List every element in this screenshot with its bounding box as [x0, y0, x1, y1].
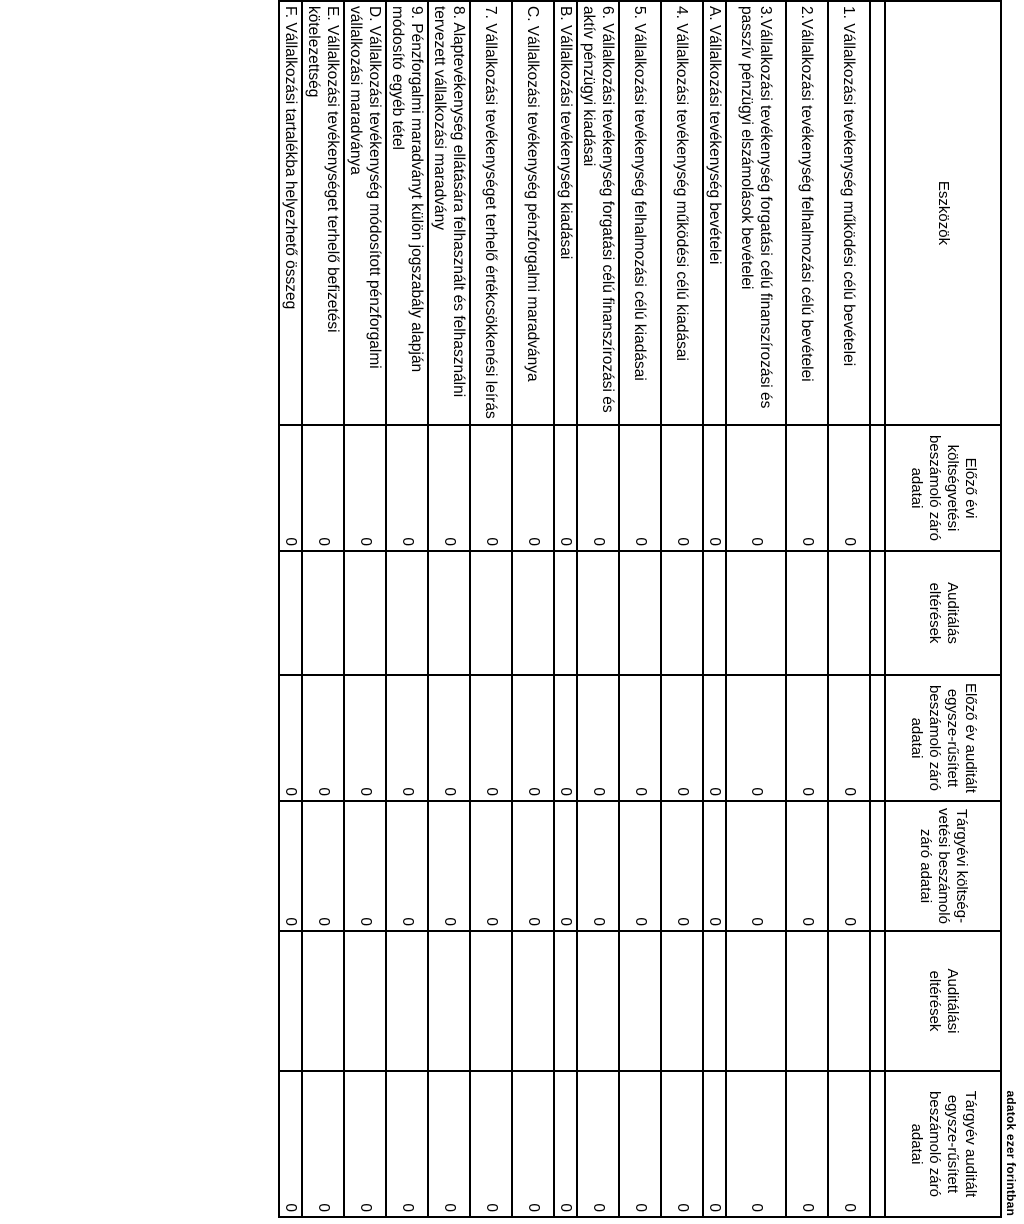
row-label: F. Vállalkozási tartalékba helyezhető összeg — [279, 1, 302, 425]
cell-value: 0 — [470, 675, 512, 801]
cell-value: 0 — [386, 1071, 428, 1217]
cell-value: 0 — [512, 675, 554, 801]
table-row — [554, 1, 577, 1217]
cell-value — [302, 551, 344, 675]
header-col3: Előző év auditált egysze-rűsített beszámoló záró adatai — [885, 675, 1001, 801]
cell-value: 0 — [470, 425, 512, 551]
cell-value: 0 — [512, 425, 554, 551]
cell-value — [577, 551, 619, 675]
row-label: 3.Vállalkozási tevékenység forgatási célú finanszírozási és passzív pénzügyi elszámolások bevételei — [726, 1, 786, 425]
cell-value: 0 — [279, 675, 302, 801]
cell-value: 0 — [619, 801, 661, 931]
cell-value: 0 — [302, 1071, 344, 1217]
cell-value — [470, 931, 512, 1071]
row-label: B. Vállalkozási tevékenység kiadásai — [554, 1, 577, 425]
balance-table — [278, 0, 1002, 1218]
cell-value: 0 — [279, 801, 302, 931]
table-row — [726, 1, 786, 1217]
cell-value — [554, 931, 577, 1071]
cell-value: 0 — [554, 1071, 577, 1217]
cell-value: 0 — [661, 675, 703, 801]
cell-value: 0 — [302, 675, 344, 801]
header-description: Eszközök — [885, 1, 1001, 425]
cell-value: 0 — [577, 1071, 619, 1217]
table-row — [428, 1, 470, 1217]
row-label: 2.Vállalkozási tevékenység felhalmozási célú bevételei — [786, 1, 828, 425]
cell-value — [279, 931, 302, 1071]
cell-value: 0 — [554, 425, 577, 551]
header-col1: Előző évi költségvetési beszámoló záró adatai — [885, 425, 1001, 551]
cell-value: 0 — [786, 801, 828, 931]
header-col4: Tárgyévi költség-vetési beszámoló záró adatai — [885, 801, 1001, 931]
cell-value: 0 — [661, 425, 703, 551]
row-label: D. Vállalkozási tevékenység módosított pénzforgalmi vállalkozási maradványa — [344, 1, 386, 425]
table-row — [344, 1, 386, 1217]
cell-value: 0 — [726, 801, 786, 931]
row-label: 4. Vállalkozási tevékenység működési célú kiadásai — [661, 1, 703, 425]
table-row — [577, 1, 619, 1217]
cell-value — [279, 551, 302, 675]
cell-value: 0 — [279, 425, 302, 551]
cell-value: 0 — [428, 801, 470, 931]
row-label: 6. Vállalkozási tevékenység forgatási célú finanszírozási és aktív pénzügyi kiadásai — [577, 1, 619, 425]
row-label: 8. Alaptevékenység ellátására felhasznált és felhasználni tervezett vállalkozási maradvány — [428, 1, 470, 425]
header-col6: Tárgyév auditált egysze-rűsített beszámoló záró adatai — [885, 1071, 1001, 1217]
cell-value — [302, 931, 344, 1071]
cell-value: 0 — [703, 675, 726, 801]
cell-value: 0 — [786, 1071, 828, 1217]
cell-value — [726, 931, 786, 1071]
cell-value: 0 — [302, 801, 344, 931]
cell-value — [726, 551, 786, 675]
cell-value — [554, 551, 577, 675]
cell-value: 0 — [344, 801, 386, 931]
header-row — [885, 1, 1001, 1217]
cell-value: 0 — [386, 675, 428, 801]
cell-value: 0 — [828, 801, 870, 931]
cell-value: 0 — [703, 425, 726, 551]
cell-value: 0 — [619, 425, 661, 551]
cell-value: 0 — [726, 425, 786, 551]
cell-value: 0 — [726, 1071, 786, 1217]
cell-value: 0 — [577, 675, 619, 801]
cell-value — [619, 931, 661, 1071]
spacer-row — [870, 1, 885, 1217]
cell-value — [828, 551, 870, 675]
cell-value — [703, 931, 726, 1071]
cell-value — [386, 551, 428, 675]
cell-value — [786, 931, 828, 1071]
cell-value: 0 — [428, 1071, 470, 1217]
cell-value: 0 — [828, 425, 870, 551]
table-row — [786, 1, 828, 1217]
cell-value — [786, 551, 828, 675]
cell-value: 0 — [386, 425, 428, 551]
cell-value: 0 — [661, 801, 703, 931]
cell-value: 0 — [786, 425, 828, 551]
cell-value — [344, 931, 386, 1071]
cell-value — [661, 551, 703, 675]
cell-value — [428, 931, 470, 1071]
cell-value: 0 — [386, 801, 428, 931]
table-row — [661, 1, 703, 1217]
cell-value — [512, 551, 554, 675]
cell-value: 0 — [619, 675, 661, 801]
cell-value: 0 — [554, 801, 577, 931]
cell-value: 0 — [344, 425, 386, 551]
cell-value — [386, 931, 428, 1071]
cell-value: 0 — [512, 1071, 554, 1217]
row-label: 1. Vállalkozási tevékenység működési célú bevételei — [828, 1, 870, 425]
row-label: E. Vállalkozási tevékenységet terhelő befizetési kötelezettség — [302, 1, 344, 425]
cell-value: 0 — [279, 1071, 302, 1217]
cell-value — [619, 551, 661, 675]
cell-value — [577, 931, 619, 1071]
cell-value: 0 — [703, 801, 726, 931]
cell-value — [470, 551, 512, 675]
cell-value: 0 — [726, 675, 786, 801]
cell-value — [428, 551, 470, 675]
cell-value — [344, 551, 386, 675]
header-col5: Auditálási eltérések — [885, 931, 1001, 1071]
cell-value: 0 — [470, 801, 512, 931]
unit-note: adatok ezer forintban — [1004, 1090, 1018, 1216]
header-col2: Auditálás eltérések — [885, 551, 1001, 675]
table-row — [302, 1, 344, 1217]
table-row — [828, 1, 870, 1217]
cell-value: 0 — [428, 675, 470, 801]
table-row — [619, 1, 661, 1217]
row-label: A. Vállalkozási tevékenység bevételei — [703, 1, 726, 425]
cell-value: 0 — [512, 801, 554, 931]
cell-value: 0 — [828, 675, 870, 801]
cell-value — [828, 931, 870, 1071]
cell-value: 0 — [619, 1071, 661, 1217]
cell-value: 0 — [344, 675, 386, 801]
cell-value: 0 — [786, 675, 828, 801]
cell-value: 0 — [554, 675, 577, 801]
row-label: C. Vállalkozási tevékenység pénzforgalmi maradványa — [512, 1, 554, 425]
table-row — [470, 1, 512, 1217]
cell-value — [512, 931, 554, 1071]
row-label: 7. Vállalkozási tevékenységet terhelő értékcsökkenési leírás — [470, 1, 512, 425]
cell-value: 0 — [428, 425, 470, 551]
cell-value: 0 — [302, 425, 344, 551]
cell-value: 0 — [344, 1071, 386, 1217]
table-row — [512, 1, 554, 1217]
table-row — [386, 1, 428, 1217]
table-row — [279, 1, 302, 1217]
table-row — [703, 1, 726, 1217]
cell-value: 0 — [577, 801, 619, 931]
cell-value — [661, 931, 703, 1071]
cell-value: 0 — [470, 1071, 512, 1217]
row-label: 5. Vállalkozási tevékenység felhalmozási célú kiadásai — [619, 1, 661, 425]
cell-value: 0 — [828, 1071, 870, 1217]
cell-value: 0 — [703, 1071, 726, 1217]
cell-value: 0 — [661, 1071, 703, 1217]
cell-value: 0 — [577, 425, 619, 551]
row-label: 9. Pénzforgalmi maradványt külön jogszabály alapján módosító egyéb tétel — [386, 1, 428, 425]
cell-value — [703, 551, 726, 675]
